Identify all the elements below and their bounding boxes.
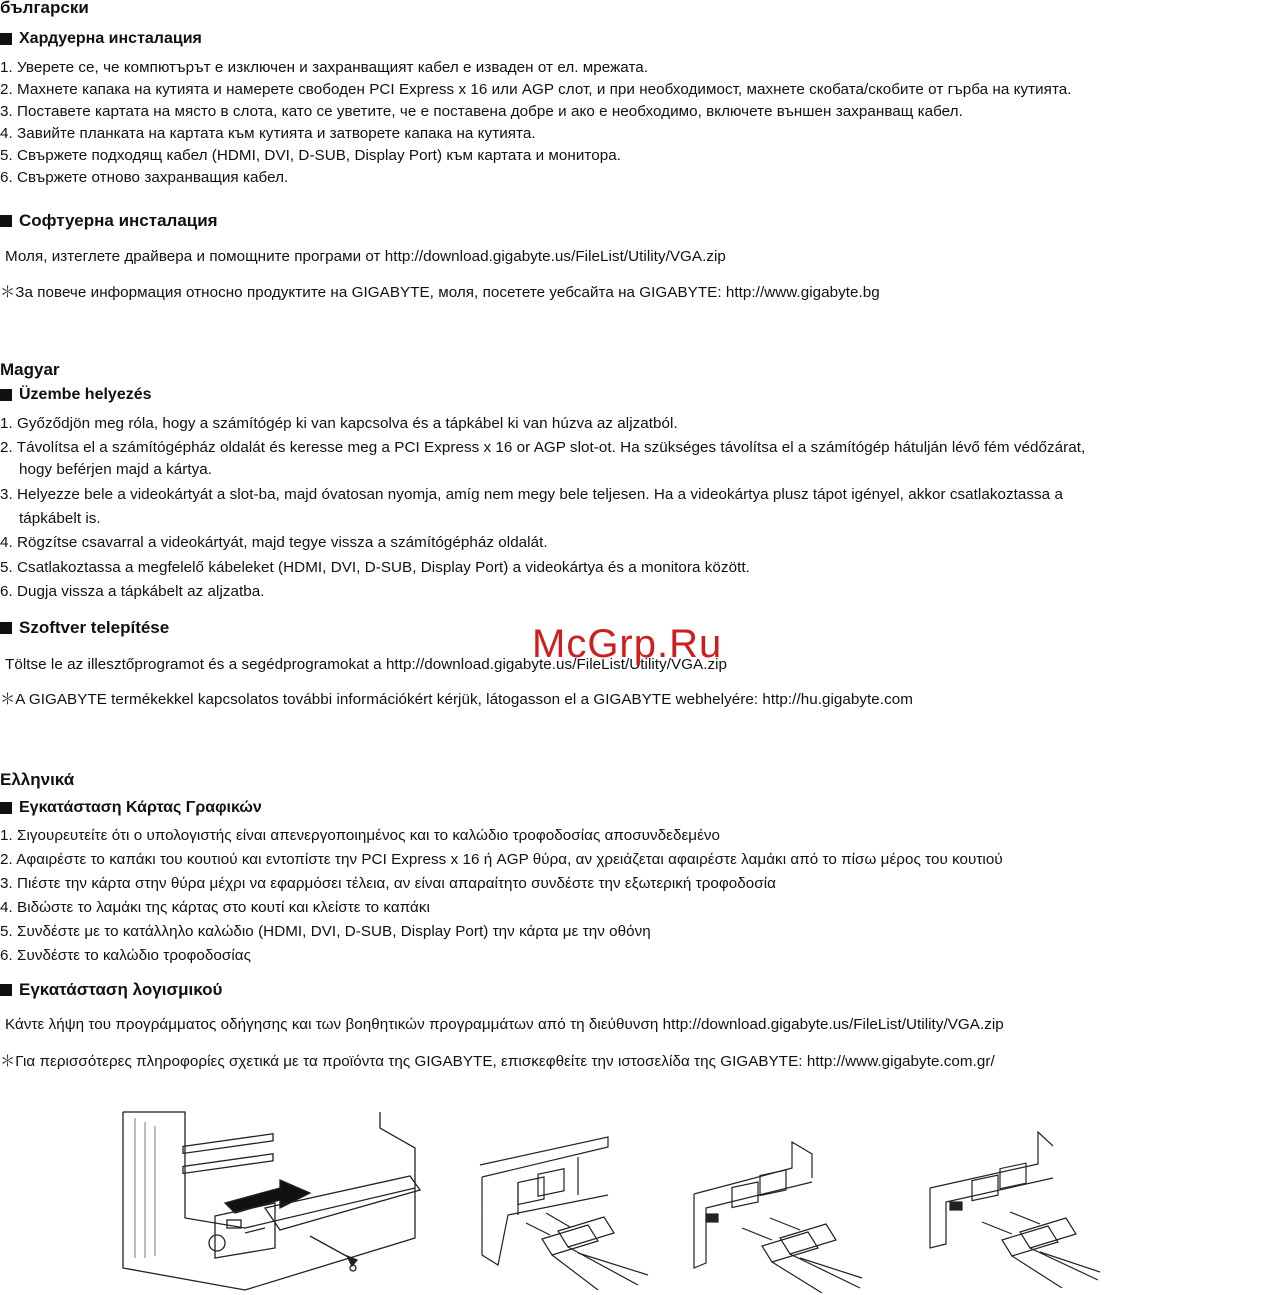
hu-sw-heading — [0, 618, 169, 638]
heading-text: Хардуерна инсталация — [19, 30, 202, 47]
hu-step-cont: tápkábelt is. — [19, 510, 101, 527]
power-connector-illustration — [692, 1138, 864, 1293]
square-bullet-icon — [0, 33, 12, 45]
bg-step: 5. Свържете подходящ кабел (HDMI, DVI, D-SUB, Display Port) към картата и монитора. — [0, 147, 621, 164]
square-bullet-icon — [0, 984, 12, 996]
heading-text: Софтуерна инсталация — [19, 211, 218, 230]
el-step: 5. Συνδέστε με το κατάλληλο καλώδιο (HDMI, DVI, D-SUB, Display Port) την κάρτα με την οθόνη — [0, 923, 651, 940]
el-sw-heading — [0, 980, 222, 1000]
heading-text: Εγκατάσταση Κάρτας Γραφικών — [19, 799, 262, 816]
hu-step: 5. Csatlakoztassa a megfelelő kábeleket (HDMI, DVI, D-SUB, Display Port) a videokártya és a monitora között. — [0, 559, 750, 576]
heading-text: Εγκατάσταση λογισμικού — [19, 980, 223, 999]
bg-step: 2. Махнете капака на кутията и намерете свободен PCI Express x 16 или AGP слот, и при необходимост, махнете скобата/скобите от гърба на кутията. — [0, 81, 1072, 98]
el-note: ＊Για περισσότερες πληροφορίες σχετικά με τα προϊόντα της GIGABYTE, επισκεφθείτε την ιστοσελίδα της GIGABYTE: http://www.gigabyte.com.gr/ — [0, 1053, 995, 1070]
hu-note: ＊A GIGABYTE termékekkel kapcsolatos további információkért kérjük, látogasson el a GIGABYTE webhelyére: http://hu.gigabyte.com — [0, 691, 913, 708]
el-step: 3. Πιέστε την κάρτα στην θύρα μέχρι να εφαρμόσει τέλεια, αν είναι απαραίτητο συνδέστε την εξωτερική τροφοδοσία — [0, 875, 776, 892]
square-bullet-icon — [0, 389, 12, 401]
bg-sw-heading — [0, 211, 218, 231]
square-bullet-icon — [0, 622, 12, 634]
bg-note: ＊За повече информация относно продуктите на GIGABYTE, моля, посетете уебсайта на GIGABYTE: http://www.gigabyte.bg — [0, 284, 880, 301]
el-hw-heading — [0, 799, 262, 817]
hu-step: 1. Győződjön meg róla, hogy a számítógép ki van kapcsolva és a tápkábel ki van húzva az aljzatból. — [0, 415, 678, 432]
el-step: 4. Βιδώστε το λαμάκι της κάρτας στο κουτί και κλείστε το καπάκι — [0, 899, 430, 916]
el-step: 6. Συνδέστε το καλώδιο τροφοδοσίας — [0, 947, 251, 964]
square-bullet-icon — [0, 802, 12, 814]
power-connector-illustration — [928, 1128, 1100, 1288]
hu-sw-text: Töltse le az illesztőprogramot és a segédprogramokat a http://download.gigabyte.us/FileList/Utility/VGA.zip — [5, 656, 728, 673]
bg-hw-heading — [0, 30, 202, 48]
heading-text: Üzembe helyezés — [19, 386, 152, 403]
bg-step: 4. Завийте планката на картата към кутията и затворете капака на кутията. — [0, 125, 536, 142]
el-step: 2. Αφαιρέστε το καπάκι του κουτιού και εντοπίστε την PCI Express x 16 ή AGP θύρα, αν χρειάζεται αφαιρέστε λαμάκι από το πίσω μέρος του κουτιού — [0, 851, 1003, 868]
square-bullet-icon — [0, 215, 12, 227]
el-sw-text: Κάντε λήψη του προγράμματος οδήγησης και των βοηθητικών προγραμμάτων από τη διεύθυνση http://download.gigabyte.us/FileList/Utility/VGA.zip — [5, 1016, 1004, 1033]
bg-step: 3. Поставете картата на място в слота, като се уветите, че е поставена добре и ако е необходимо, включете външен захранващ кабел. — [0, 103, 963, 120]
bg-sw-text: Моля, изтеглете драйвера и помощните програми от http://download.gigabyte.us/FileList/Utility/VGA.zip — [5, 248, 726, 265]
hu-step-cont: hogy beférjen majd a kártya. — [19, 461, 213, 478]
power-connector-illustration — [478, 1135, 650, 1290]
hu-hw-heading — [0, 386, 152, 404]
bg-step: 1. Уверете се, че компютърът е изключен и захранващият кабел е изваден от ел. мрежата. — [0, 59, 649, 76]
card-install-illustration — [115, 1108, 425, 1293]
hu-step: 4. Rögzítse csavarral a videokártyát, majd tegye vissza a számítógépház oldalát. — [0, 534, 548, 551]
hu-title: Magyar — [0, 360, 60, 379]
hu-step: 3. Helyezze bele a videokártyát a slot-ba, majd óvatosan nyomja, amíg nem megy bele teljesen. Ha a videokártya plusz tápot igényel, akkor csatlakoztassa a — [0, 486, 1063, 503]
el-step: 1. Σιγουρευτείτε ότι ο υπολογιστής είναι απενεργοποιημένος και το καλώδιο τροφοδοσίας αποσυνδεδεμένο — [0, 827, 721, 844]
watermark: McGrp.Ru — [532, 622, 723, 666]
bg-title: български — [0, 0, 89, 17]
bg-step: 6. Свържете отново захранващия кабел. — [0, 169, 289, 186]
heading-text: Szoftver telepítése — [19, 618, 170, 637]
el-title: Ελληνικά — [0, 770, 75, 789]
hu-step: 6. Dugja vissza a tápkábelt az aljzatba. — [0, 583, 265, 600]
hu-step: 2. Távolítsa el a számítógépház oldalát és keresse meg a PCI Express x 16 or AGP slot-ot. Ha szükséges távolítsa el a számítógép hátulján lévő fém védőzárat, — [0, 439, 1086, 456]
